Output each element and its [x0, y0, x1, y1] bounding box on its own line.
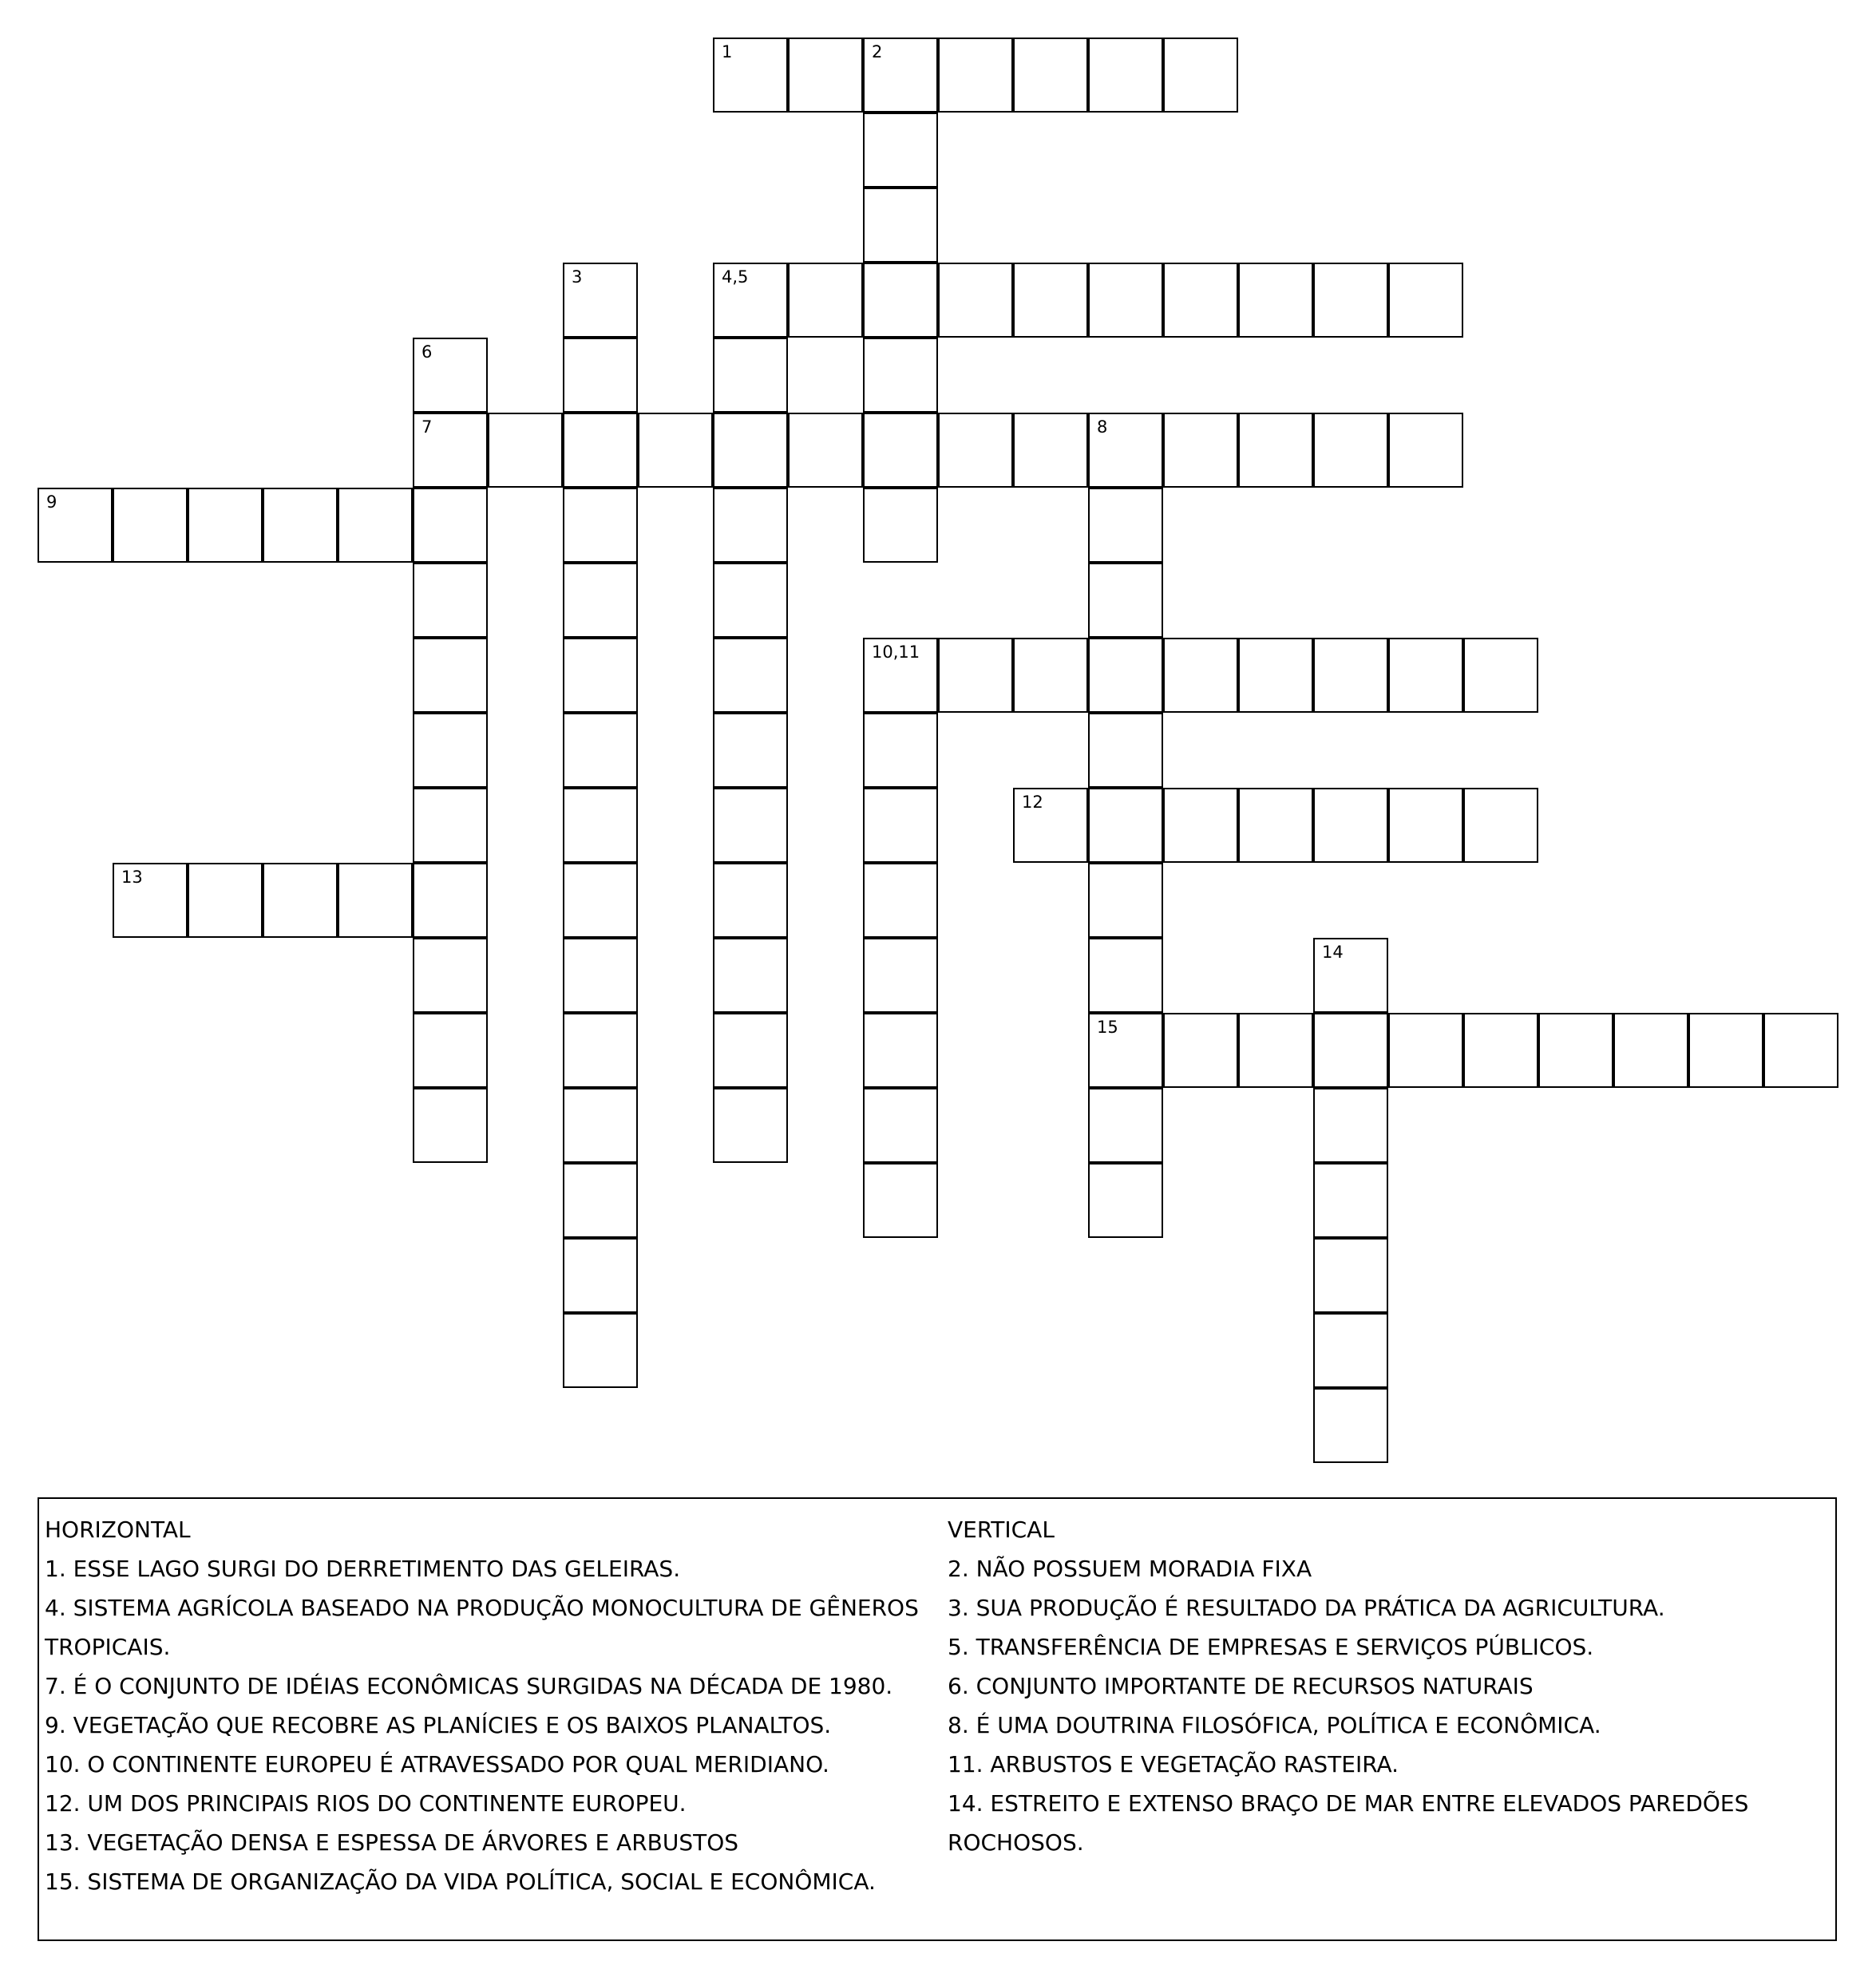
grid-cell[interactable]	[263, 863, 338, 938]
grid-cell[interactable]	[1088, 1088, 1163, 1163]
grid-cell[interactable]	[1088, 863, 1163, 938]
clue-number: 4,5	[722, 267, 749, 287]
clues-box	[38, 1497, 1837, 1941]
grid-cell[interactable]	[1088, 638, 1163, 713]
clue-number: 15	[1097, 1018, 1118, 1037]
grid-cell[interactable]	[413, 863, 488, 938]
grid-cell[interactable]	[1463, 788, 1538, 863]
grid-cell[interactable]	[413, 338, 488, 413]
grid-cell[interactable]	[413, 413, 488, 488]
grid-cell[interactable]	[1013, 788, 1088, 863]
grid-cell[interactable]	[1238, 1013, 1313, 1088]
grid-cell[interactable]	[1388, 638, 1463, 713]
grid-cell[interactable]	[1538, 1013, 1613, 1088]
grid-cell[interactable]	[1313, 1163, 1388, 1238]
grid-cell[interactable]	[1313, 1088, 1388, 1163]
horizontal-title: HORIZONTAL	[45, 1516, 191, 1543]
grid-cell[interactable]	[1088, 488, 1163, 563]
grid-cell[interactable]	[1013, 638, 1088, 713]
clue-h-9: 9. VEGETAÇÃO QUE RECOBRE AS PLANÍCIES E OS BAIXOS PLANALTOS.	[45, 1712, 832, 1738]
grid-cell[interactable]	[1388, 1013, 1463, 1088]
grid-cell[interactable]	[863, 263, 938, 338]
clue-number: 7	[422, 417, 433, 437]
vertical-clues	[948, 1510, 1810, 1862]
grid-cell[interactable]	[713, 338, 788, 413]
clue-h-13: 13. VEGETAÇÃO DENSA E ESPESSA DE ÁRVORES E ARBUSTOS	[45, 1829, 739, 1856]
vertical-title: VERTICAL	[948, 1516, 1055, 1543]
clue-number: 13	[121, 868, 143, 887]
grid-cell[interactable]	[1163, 638, 1238, 713]
clue-v-14: 14. ESTREITO E EXTENSO BRAÇO DE MAR ENTRE ELEVADOS PAREDÕES ROCHOSOS.	[948, 1790, 1749, 1856]
grid-cell[interactable]	[1763, 1013, 1838, 1088]
grid-cell[interactable]	[1313, 413, 1388, 488]
grid-cell[interactable]	[1313, 938, 1388, 1013]
grid-cell[interactable]	[863, 188, 938, 263]
grid-cell[interactable]	[1163, 1013, 1238, 1088]
grid-cell[interactable]	[1088, 563, 1163, 638]
grid-cell[interactable]	[413, 788, 488, 863]
clue-v-6: 6. CONJUNTO IMPORTANTE DE RECURSOS NATURAIS	[948, 1673, 1534, 1699]
grid-cell[interactable]	[863, 488, 938, 563]
grid-cell[interactable]	[1088, 1163, 1163, 1238]
grid-cell[interactable]	[563, 488, 638, 563]
grid-cell[interactable]	[863, 38, 938, 113]
grid-cell[interactable]	[113, 488, 188, 563]
grid-cell[interactable]	[713, 1013, 788, 1088]
grid-cell[interactable]	[1163, 38, 1238, 113]
grid-cell[interactable]	[1088, 413, 1163, 488]
clue-number: 14	[1322, 943, 1344, 962]
grid-cell[interactable]	[938, 413, 1013, 488]
grid-cell[interactable]	[563, 788, 638, 863]
clue-number: 9	[46, 492, 57, 512]
grid-cell[interactable]	[863, 1088, 938, 1163]
grid-cell[interactable]	[713, 638, 788, 713]
grid-cell[interactable]	[713, 263, 788, 338]
grid-cell[interactable]	[863, 938, 938, 1013]
clue-number: 1	[722, 42, 733, 61]
grid-cell[interactable]	[713, 413, 788, 488]
clue-v-5: 5. TRANSFERÊNCIA DE EMPRESAS E SERVIÇOS PÚBLICOS.	[948, 1634, 1594, 1660]
grid-cell[interactable]	[1688, 1013, 1763, 1088]
grid-cell[interactable]	[338, 863, 413, 938]
grid-cell[interactable]	[1613, 1013, 1688, 1088]
grid-cell[interactable]	[413, 1088, 488, 1163]
grid-cell[interactable]	[713, 38, 788, 113]
grid-cell[interactable]	[1163, 263, 1238, 338]
clue-number: 3	[572, 267, 583, 287]
grid-cell[interactable]	[188, 488, 263, 563]
clue-h-1: 1. ESSE LAGO SURGI DO DERRETIMENTO DAS GELEIRAS.	[45, 1556, 681, 1582]
grid-cell[interactable]	[563, 1088, 638, 1163]
grid-cell[interactable]	[1013, 263, 1088, 338]
grid-cell[interactable]	[1238, 788, 1313, 863]
grid-cell[interactable]	[1088, 788, 1163, 863]
clue-number: 8	[1097, 417, 1108, 437]
grid-cell[interactable]	[563, 863, 638, 938]
grid-cell[interactable]	[563, 338, 638, 413]
grid-cell[interactable]	[563, 1313, 638, 1388]
grid-cell[interactable]	[563, 713, 638, 788]
grid-cell[interactable]	[1313, 1013, 1388, 1088]
grid-cell[interactable]	[1088, 713, 1163, 788]
grid-cell[interactable]	[1388, 263, 1463, 338]
grid-cell[interactable]	[38, 488, 113, 563]
grid-cell[interactable]	[713, 713, 788, 788]
clue-number: 2	[872, 42, 883, 61]
grid-cell[interactable]	[938, 263, 1013, 338]
grid-cell[interactable]	[863, 113, 938, 188]
grid-cell[interactable]	[713, 1088, 788, 1163]
grid-cell[interactable]	[563, 638, 638, 713]
grid-cell[interactable]	[788, 413, 863, 488]
grid-cell[interactable]	[863, 413, 938, 488]
grid-cell[interactable]	[863, 713, 938, 788]
grid-cell[interactable]	[1313, 1388, 1388, 1463]
grid-cell[interactable]	[1088, 938, 1163, 1013]
clue-number: 10,11	[872, 643, 920, 662]
clue-number: 12	[1022, 793, 1043, 812]
grid-cell[interactable]	[1313, 1238, 1388, 1313]
clue-number: 6	[422, 342, 433, 362]
clue-v-3: 3. SUA PRODUÇÃO É RESULTADO DA PRÁTICA DA AGRICULTURA.	[948, 1595, 1665, 1621]
grid-cell[interactable]	[413, 1013, 488, 1088]
grid-cell[interactable]	[1238, 263, 1313, 338]
grid-cell[interactable]	[1313, 1313, 1388, 1388]
grid-cell[interactable]	[413, 563, 488, 638]
clue-h-4: 4. SISTEMA AGRÍCOLA BASEADO NA PRODUÇÃO MONOCULTURA DE GÊNEROS TROPICAIS.	[45, 1595, 919, 1660]
grid-cell[interactable]	[563, 563, 638, 638]
grid-cell[interactable]	[1463, 1013, 1538, 1088]
grid-cell[interactable]	[713, 563, 788, 638]
grid-cell[interactable]	[563, 1163, 638, 1238]
grid-cell[interactable]	[1088, 263, 1163, 338]
grid-cell[interactable]	[1388, 788, 1463, 863]
grid-cell[interactable]	[863, 863, 938, 938]
horizontal-clues	[45, 1510, 931, 1901]
grid-cell[interactable]	[188, 863, 263, 938]
grid-cell[interactable]	[863, 638, 938, 713]
grid-cell[interactable]	[713, 488, 788, 563]
grid-cell[interactable]	[1088, 1013, 1163, 1088]
clue-v-8: 8. É UMA DOUTRINA FILOSÓFICA, POLÍTICA E ECONÔMICA.	[948, 1712, 1601, 1738]
grid-cell[interactable]	[1163, 413, 1238, 488]
clue-h-12: 12. UM DOS PRINCIPAIS RIOS DO CONTINENTE EUROPEU.	[45, 1790, 687, 1817]
clue-h-15: 15. SISTEMA DE ORGANIZAÇÃO DA VIDA POLÍTICA, SOCIAL E ECONÔMICA.	[45, 1868, 876, 1895]
grid-cell[interactable]	[863, 338, 938, 413]
clue-h-10: 10. O CONTINENTE EUROPEU É ATRAVESSADO POR QUAL MERIDIANO.	[45, 1751, 829, 1777]
clue-h-7: 7. É O CONJUNTO DE IDÉIAS ECONÔMICAS SURGIDAS NA DÉCADA DE 1980.	[45, 1673, 893, 1699]
grid-cell[interactable]	[1313, 638, 1388, 713]
grid-cell[interactable]	[563, 413, 638, 488]
grid-cell[interactable]	[413, 638, 488, 713]
grid-cell[interactable]	[563, 263, 638, 338]
grid-cell[interactable]	[1238, 413, 1313, 488]
grid-cell[interactable]	[1238, 638, 1313, 713]
grid-cell[interactable]	[563, 938, 638, 1013]
grid-cell[interactable]	[563, 1238, 638, 1313]
grid-cell[interactable]	[113, 863, 188, 938]
grid-cell[interactable]	[638, 413, 713, 488]
grid-cell[interactable]	[263, 488, 338, 563]
grid-cell[interactable]	[863, 1013, 938, 1088]
grid-cell[interactable]	[563, 1013, 638, 1088]
grid-cell[interactable]	[413, 488, 488, 563]
grid-cell[interactable]	[788, 263, 863, 338]
grid-cell[interactable]	[1463, 638, 1538, 713]
clue-v-2: 2. NÃO POSSUEM MORADIA FIXA	[948, 1556, 1312, 1582]
grid-cell[interactable]	[413, 938, 488, 1013]
grid-cell[interactable]	[1163, 788, 1238, 863]
grid-cell[interactable]	[413, 713, 488, 788]
grid-cell[interactable]	[938, 638, 1013, 713]
grid-cell[interactable]	[713, 863, 788, 938]
grid-cell[interactable]	[488, 413, 563, 488]
grid-cell[interactable]	[1388, 413, 1463, 488]
grid-cell[interactable]	[713, 788, 788, 863]
grid-cell[interactable]	[1013, 413, 1088, 488]
grid-cell[interactable]	[788, 38, 863, 113]
clue-v-11: 11. ARBUSTOS E VEGETAÇÃO RASTEIRA.	[948, 1751, 1399, 1777]
grid-cell[interactable]	[1088, 38, 1163, 113]
grid-cell[interactable]	[1313, 263, 1388, 338]
grid-cell[interactable]	[1013, 38, 1088, 113]
grid-cell[interactable]	[863, 1163, 938, 1238]
grid-cell[interactable]	[938, 38, 1013, 113]
grid-cell[interactable]	[863, 788, 938, 863]
grid-cell[interactable]	[1313, 788, 1388, 863]
grid-cell[interactable]	[713, 938, 788, 1013]
grid-cell[interactable]	[338, 488, 413, 563]
